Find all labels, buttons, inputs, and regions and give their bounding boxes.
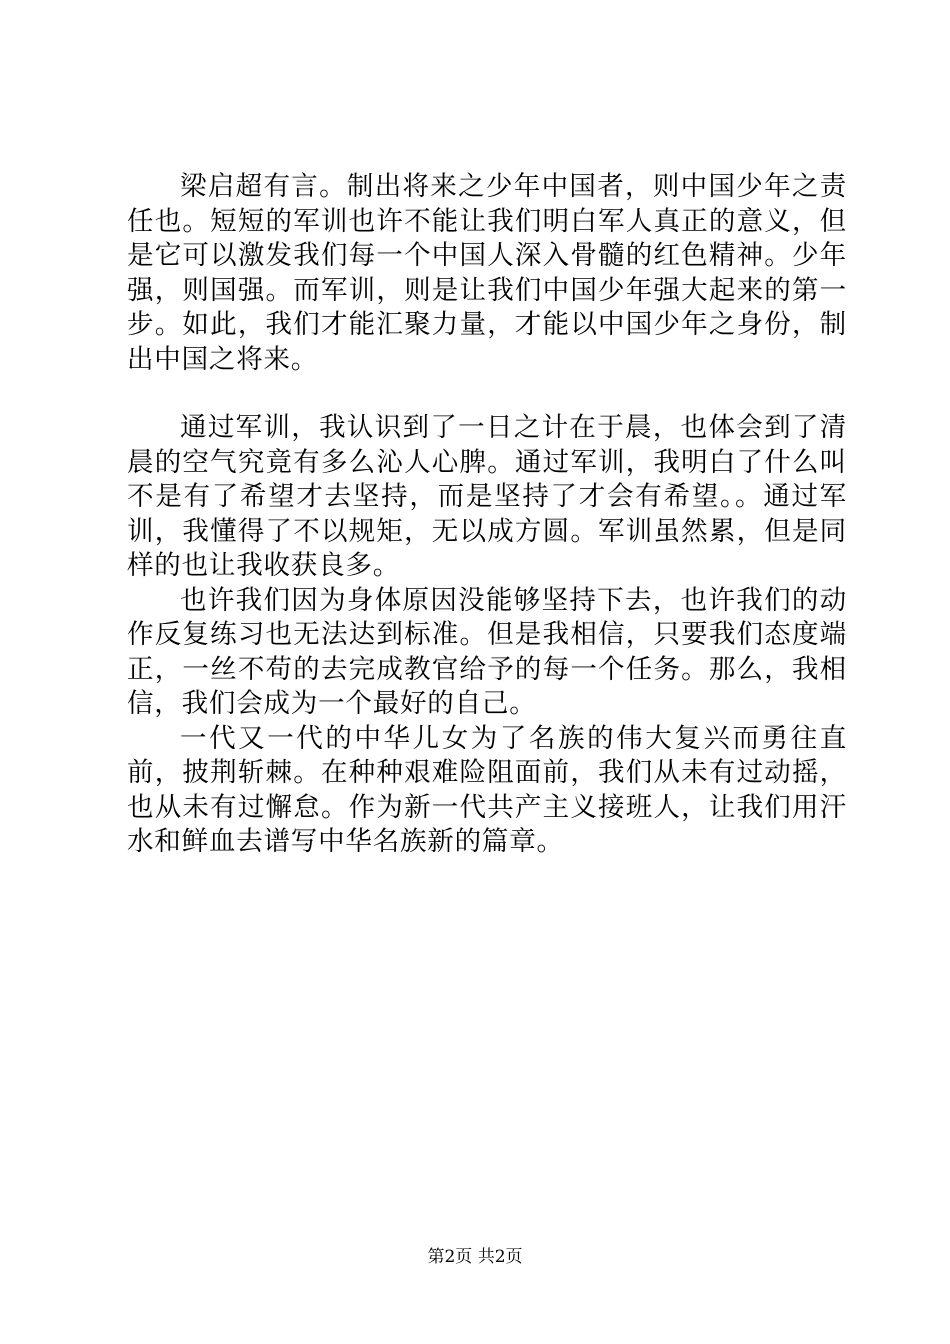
paragraph-3: 也许我们因为身体原因没能够坚持下去，也许我们的动作反复练习也无法达到标准。但是我相信，只要我们态度端正，一丝不苟的去完成教官给予的每一个任务。那么，我相信，我们会成为一个最好的自己。 [127,584,847,719]
paragraph-4: 一代又一代的中华儿女为了名族的伟大复兴而勇往直前，披荆斩棘。在种种艰难险阻面前，我们从未有过动摇，也从未有过懈怠。作为新一代共产主义接班人，让我们用汗水和鲜血去谱写中华名族新的篇章。 [127,722,847,857]
page-footer: 第2页 共2页 [427,1247,523,1267]
paragraph-1: 梁启超有言。制出将来之少年中国者，则中国少年之责任也。短短的军训也许不能让我们明白军人真正的意义，但是它可以激发我们每一个中国人深入骨髓的红色精神。少年强，则国强。而军训，则是让我们中国少年强大起来的第一步。如此，我们才能汇聚力量，才能以中国少年之身份，制出中国之将来。 [127,171,847,375]
paragraph-gap [127,377,847,411]
document-body [127,170,847,860]
paragraph-2: 通过军训，我认识到了一日之计在于晨，也体会到了清晨的空气究竟有多么沁人心脾。通过军训，我明白了什么叫不是有了希望才去坚持，而是坚持了才会有希望。。通过军训，我懂得了不以规矩，无以成方圆。军训虽然累，但是同样的也让我收获良多。 [127,412,847,581]
